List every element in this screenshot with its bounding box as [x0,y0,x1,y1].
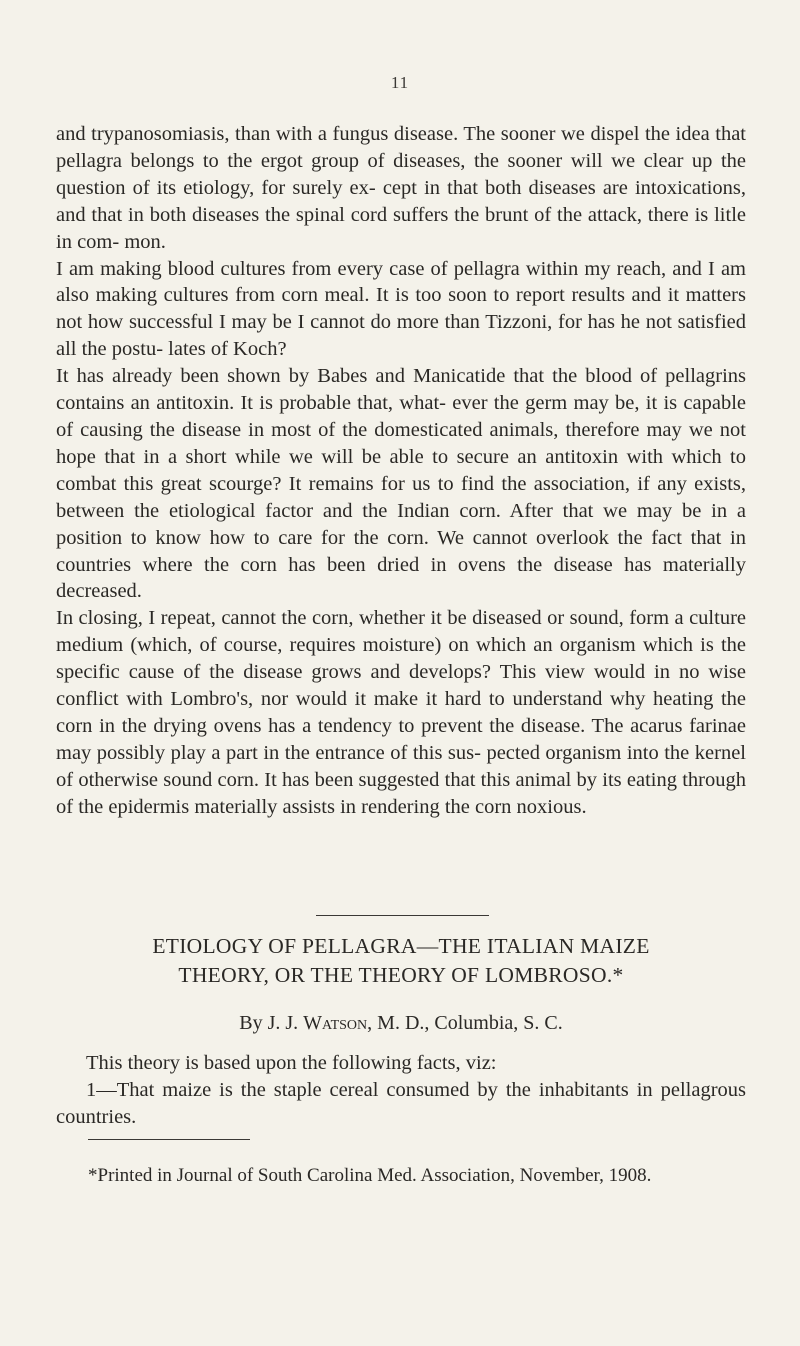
intro-sentence: This theory is based upon the following facts, viz: [86,1052,497,1074]
paragraph: In closing, I repeat, cannot the corn, whether it be diseased or sound, form a culture medium (which, of course, requires moisture) on which an organism which is the specific cause of the disease grows and develops? This view would in no wise conflict with Lombro's, nor would it make it hard to understand why heating the corn in the drying ovens has a tendency to prevent the disease. The acarus farinae may possibly play a part in the entrance of this sus- pected organism into the kernel of otherwise sound corn. It has been suggested that this animal by its eating through of the epidermis materially assists in rendering the corn noxious. [56,607,746,818]
article-title [56,932,746,990]
page-number: 11 [390,73,410,92]
byline-name: Watson [303,1012,368,1034]
article-intro [56,1050,746,1131]
footnote: *Printed in Journal of South Carolina Med. Association, November, 1908. [88,1165,652,1186]
byline [56,1010,746,1036]
byline-suffix: , M. D., Columbia, S. C. [367,1012,563,1034]
section-divider [316,915,489,916]
numbered-fact-text: 1—That maize is the staple cereal consumed by the inhabitants in pellagrous countries. [56,1078,746,1128]
paragraph: I am making blood cultures from every case of pellagra within my reach, and I am also making cultures from corn meal. It is too soon to report results and it matters not how successful I may be I cannot do more than Tizzoni, for has he not satisfied all the postu- lates of Koch? [56,257,746,361]
numbered-fact [56,1077,746,1131]
article-title-line: THEORY, OR THE THEORY OF LOMBROSO.* [178,963,624,987]
body-text [56,121,746,821]
byline-prefix: By J. J. [239,1012,304,1034]
article-title-line: ETIOLOGY OF PELLAGRA—THE ITALIAN MAIZE [152,934,650,958]
paragraph: and trypanosomiasis, than with a fungus disease. The sooner we dispel the idea that pellagra belongs to the ergot group of diseases, the sooner will we clear up the question of its etiology, for surely ex- cept in that both diseases are intoxications, and that in both diseases the spinal cord suffers the brunt of the attack, there is litle in com- mon. [56,123,746,253]
paragraph: It has already been shown by Babes and Manicatide that the blood of pellagrins contains an antitoxin. It is probable that, what- ever the germ may be, it is capable of causing the disease in most of the domesticated animals, therefore may we not hope that in a short while we will be able to secure an antitoxin with which to combat this great scourge? It remains for us to find the association, if any exists, between the etiological factor and the Indian corn. After that we may be in a position to know how to care for the corn. We cannot overlook the fact that in countries where the corn has been dried in ovens the disease has materially decreased. [56,365,746,603]
footnote-divider [88,1139,250,1140]
